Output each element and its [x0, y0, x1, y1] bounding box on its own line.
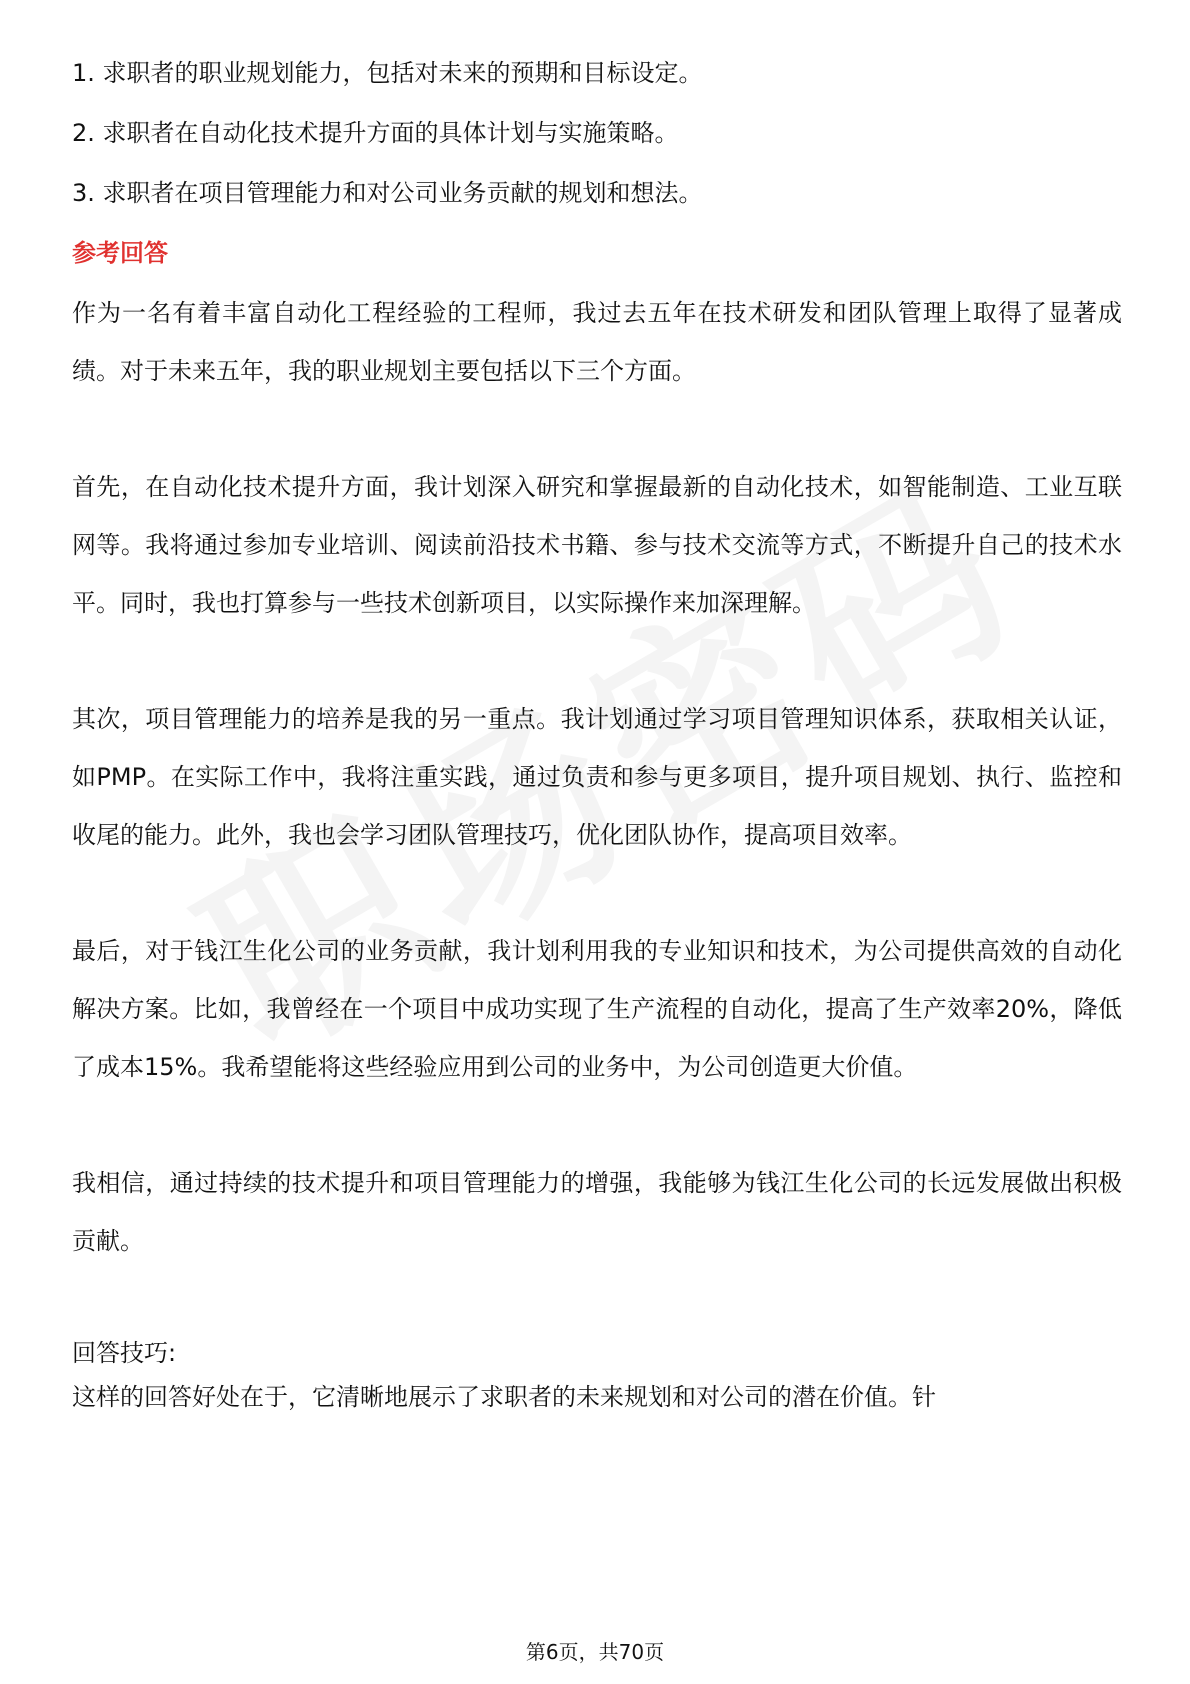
answer-paragraph-second: 其次，项目管理能力的培养是我的另一重点。我计划通过学习项目管理知识体系，获取相关认证，如PMP。在实际工作中，我将注重实践，通过负责和参与更多项目，提升项目规划、执行、监控和收尾的能力。此外，我也会学习团队管理技巧，优化团队协作，提高项目效率。 [72, 705, 1122, 849]
page-number: 第6页，共70页 [525, 1640, 665, 1664]
question-item-2: 2. 求职者在自动化技术提升方面的具体计划与实施策略。 [72, 119, 679, 147]
question-item-3: 3. 求职者在项目管理能力和对公司业务贡献的规划和想法。 [72, 179, 703, 207]
answer-paragraph-third: 最后，对于钱江生化公司的业务贡献，我计划利用我的专业知识和技术，为公司提供高效的自动化解决方案。比如，我曾经在一个项目中成功实现了生产流程的自动化，提高了生产效率20%，降低了成本15%。我希望能将这些经验应用到公司的业务中，为公司创造更大价值。 [72, 937, 1122, 1081]
tips-paragraph: 这样的回答好处在于，它清晰地展示了求职者的未来规划和对公司的潜在价值。针 [72, 1383, 936, 1411]
answer-paragraph-intro: 作为一名有着丰富自动化工程经验的工程师，我过去五年在技术研发和团队管理上取得了显著成绩。对于未来五年，我的职业规划主要包括以下三个方面。 [72, 299, 1122, 385]
answer-paragraph-conclusion: 我相信，通过持续的技术提升和项目管理能力的增强，我能够为钱江生化公司的长远发展做出积极贡献。 [72, 1169, 1122, 1255]
document-body [72, 58, 1122, 1412]
answer-heading: 参考回答 [72, 239, 168, 267]
question-item-1: 1. 求职者的职业规划能力，包括对未来的预期和目标设定。 [72, 59, 703, 87]
tips-heading: 回答技巧: [72, 1339, 177, 1367]
question-list [72, 58, 1122, 208]
answer-paragraph-first: 首先，在自动化技术提升方面，我计划深入研究和掌握最新的自动化技术，如智能制造、工业互联网等。我将通过参加专业培训、阅读前沿技术书籍、参与技术交流等方式，不断提升自己的技术水平。同时，我也打算参与一些技术创新项目，以实际操作来加深理解。 [72, 473, 1122, 617]
